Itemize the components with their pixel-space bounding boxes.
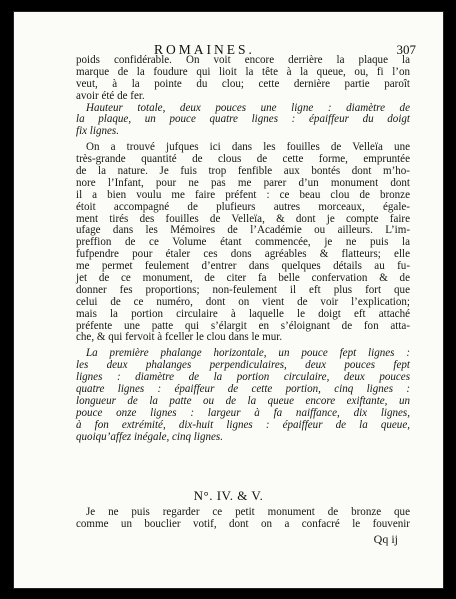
running-title: ROMAINES. xyxy=(154,42,255,57)
text-line: mais la portion circulaire à laquelle le doigt eft attaché xyxy=(76,307,410,320)
body-text xyxy=(76,55,410,444)
paragraph-3 xyxy=(76,142,410,344)
text-line: fufpendre pour étaler ces dons agréables & flatteurs; elle xyxy=(76,248,410,261)
text-line: à fon extrémité, dix-huit lignes : épaiffeur de la queue, xyxy=(76,418,410,431)
text-line: ment tirés des fouilles de Velleïa, & dont je compte faire xyxy=(76,212,410,225)
text-line: il a bien voulu me faire préfent : ce beau clou de bronze xyxy=(76,188,410,201)
text-line: celui de ce numéro, dont on vient de voir l’explication; xyxy=(76,295,410,308)
text-line: preffion de ce Volume étant commencée, je ne puis la xyxy=(76,236,410,249)
text-line: longueur de la patte ou de la queue encore exiftante, un xyxy=(76,394,410,407)
text-line: Hauteur totale, deux pouces une ligne : diamètre de xyxy=(86,101,410,114)
text-line: nore l’Infant, pour ne pas me parer d’un monument dont xyxy=(76,176,410,189)
text-line: quoiqu’affez inégale, cinq lignes. xyxy=(76,430,223,443)
text-line: très-grande quantité de clous de cette forme, empruntée xyxy=(76,153,410,166)
text-line: de la nature. Je fuis trop fenfible aux bontés dont m’ho- xyxy=(76,165,410,178)
text-line: On a trouvé jufques ici dans les fouilles de Velleïa une xyxy=(86,141,410,154)
text-line: La première phalange horizontale, un pouce fept lignes : xyxy=(86,347,410,360)
text-line: marque de la foudure qui lioit la tête à la queue, ou, fi l’on xyxy=(76,65,410,78)
text-line: donner fes proportions; non-feulement il eft plus fort que xyxy=(76,283,410,296)
text-line: Je ne puis regarder ce petit monument de bronze que xyxy=(86,506,410,518)
book-page xyxy=(13,11,444,589)
text-line: pouce onze lignes : largeur à fa naiffance, dix lignes, xyxy=(76,406,410,419)
text-line: comme un bouclier votif, dont on a confacré le fouvenir xyxy=(76,517,410,530)
text-line: poids confidérable. On voit encore derrière la plaque la xyxy=(76,54,410,66)
paragraph-4-dimensions xyxy=(76,348,410,443)
text-line: étoit accompagné de plufieurs autres morceaux, égale- xyxy=(76,200,410,213)
text-line: che, & qui fervoit à fceller le clou dans le mur. xyxy=(76,331,283,344)
text-line: avoir été de fer. xyxy=(76,89,145,102)
signature-mark: Qq ij xyxy=(373,532,398,546)
text-line: fix lignes. xyxy=(76,125,119,138)
text-line: jet de ce monument, de citer fa belle confervation & de xyxy=(76,272,410,285)
section-heading: N°. IV. & V. xyxy=(193,488,264,503)
text-line: la plaque, un pouce quatre lignes : épaiffeur du doigt xyxy=(76,113,410,126)
paragraph-1 xyxy=(76,55,410,103)
text-line: préfente une patte qui s’élargit en s’éloignant de fon atta- xyxy=(76,319,410,332)
text-line: quatre lignes : épaiffeur de cette portion, cinq lignes : xyxy=(76,383,410,396)
text-line: ufage dans les Mémoires de l’Académie ou ailleurs. L’im- xyxy=(76,224,410,237)
closing-paragraph xyxy=(76,507,410,531)
text-line: les deux phalanges perpendiculaires, deux pouces fept xyxy=(76,359,410,372)
text-line: me permet feulement d’entrer dans quelques détails au fu- xyxy=(76,260,410,273)
page-number: 307 xyxy=(396,42,416,57)
paragraph-2-dimensions xyxy=(76,103,410,139)
text-line: lignes : diamètre de la portion circulaire, deux pouces xyxy=(76,371,410,384)
text-line: veut, à la pointe du clou; cette dernière partie paroît xyxy=(76,77,410,90)
